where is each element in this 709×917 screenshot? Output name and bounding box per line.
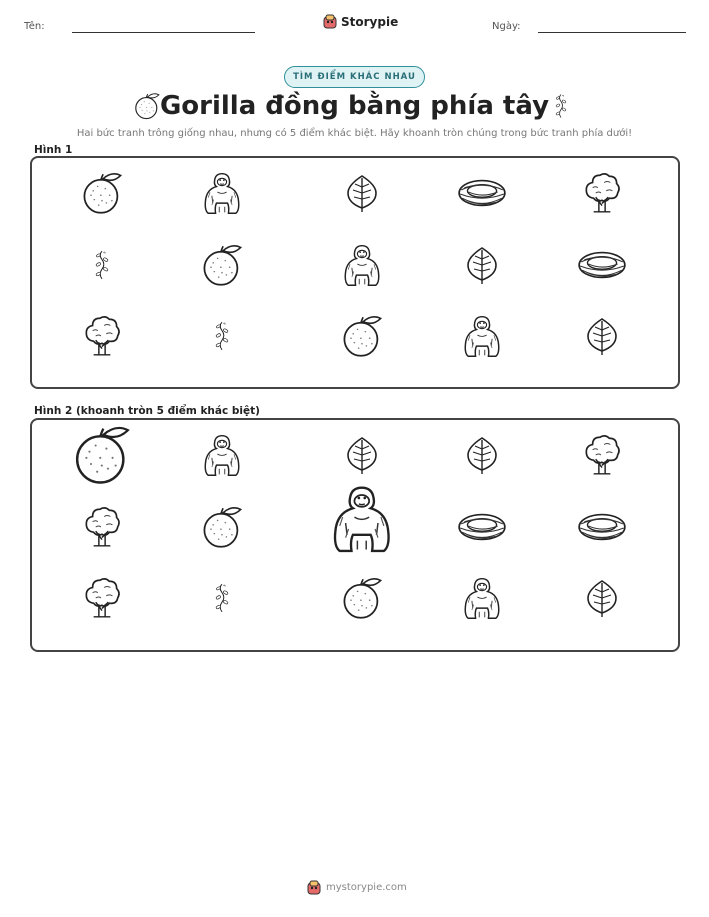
nest-icon[interactable] [576,509,628,545]
date-line[interactable] [538,32,686,33]
page-title: Gorilla đồng bằng phía tây [159,91,550,121]
orange-icon [200,243,244,287]
vine-icon[interactable] [210,572,234,624]
gorilla-icon [459,310,505,362]
orange-icon [340,314,384,358]
panel-2-caption: Hình 2 (khoanh tròn 5 điểm khác biệt) [34,405,260,417]
vine-icon [210,310,234,362]
picture-1-panel [30,156,680,389]
leaf-icon[interactable] [342,434,382,476]
vine-icon [551,89,571,123]
gorilla-icon [199,167,245,219]
orange-icon[interactable] [200,505,244,549]
brand-name: Storypie [341,14,399,29]
leaf-icon [342,172,382,214]
name-line[interactable] [72,32,255,33]
panel-1-caption: Hình 1 [34,144,73,156]
activity-badge: TÌM ĐIỂM KHÁC NHAU [284,66,425,88]
storypie-mascot-icon [323,14,337,29]
leaf-icon [462,244,502,286]
instructions: Hai bức tranh trông giống nhau, nhưng có 5 điểm khác biệt. Hãy khoanh tròn chúng trong bức tranh phía dưới! [76,128,633,139]
gorilla-icon[interactable] [325,477,399,560]
storypie-mascot-icon [307,880,321,895]
leaf-icon [582,315,622,357]
nest-icon [576,247,628,283]
footer [307,880,407,895]
orange-icon[interactable] [340,576,384,620]
gorilla-icon [339,239,385,291]
footer-url[interactable]: mystorypie.com [326,882,407,893]
brand-logo [323,14,398,29]
nest-icon[interactable] [456,509,508,545]
date-label: Ngày: [492,21,521,32]
nest-icon [456,175,508,211]
tree-icon [581,170,623,216]
vine-icon [90,239,114,291]
leaf-icon[interactable] [462,434,502,476]
gorilla-icon[interactable] [459,572,505,624]
orange-icon[interactable] [71,424,133,486]
name-label: Tên: [24,21,45,32]
picture-2-panel[interactable] [30,418,680,652]
tree-icon [81,313,123,359]
leaf-icon[interactable] [582,577,622,619]
tree-icon[interactable] [81,575,123,621]
gorilla-icon[interactable] [199,429,245,481]
orange-icon [80,171,124,215]
tree-icon[interactable] [81,504,123,550]
tree-icon[interactable] [581,432,623,478]
